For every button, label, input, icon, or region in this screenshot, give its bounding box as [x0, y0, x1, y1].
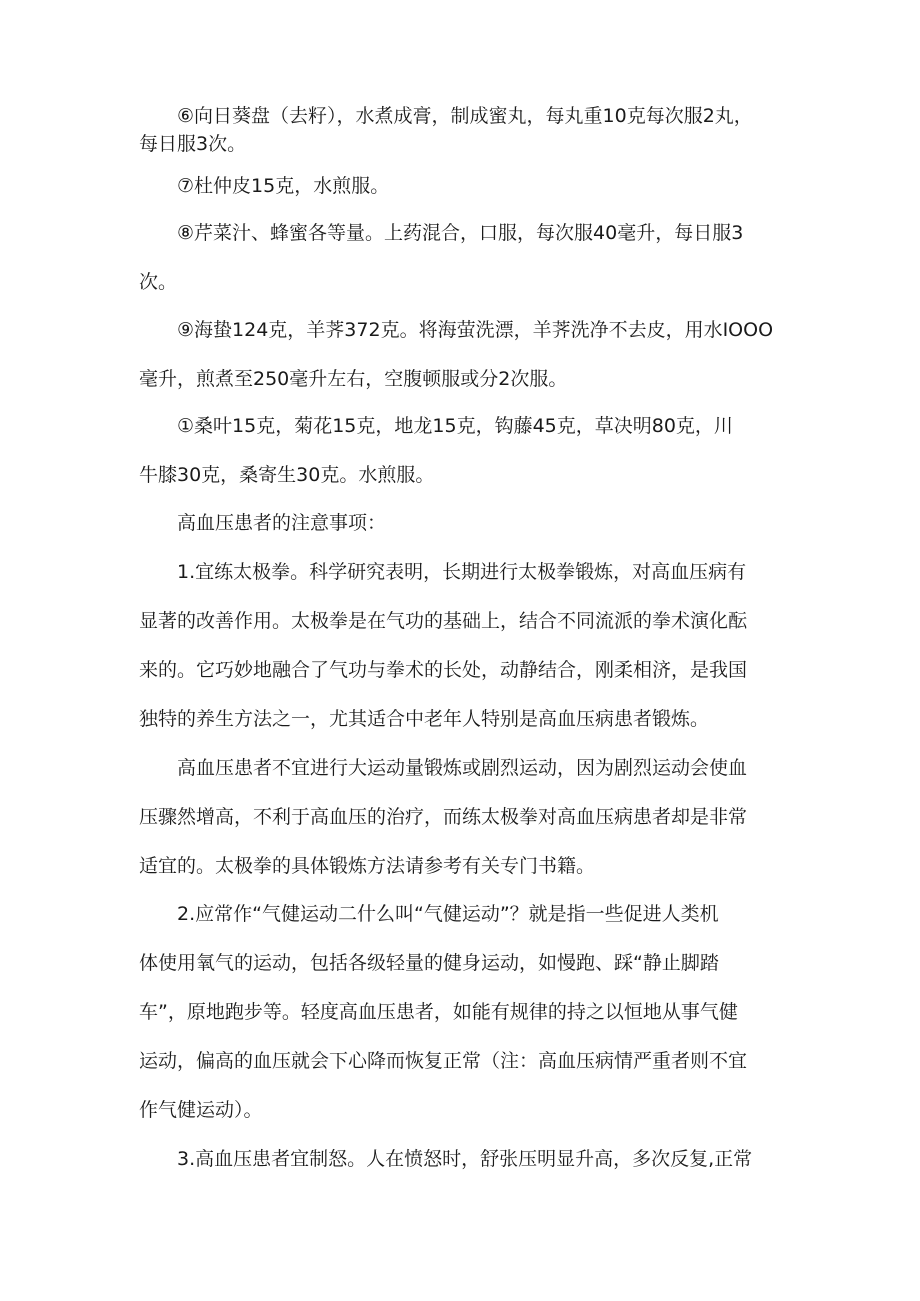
text-line: ⑦杜仲皮15克，水煎服。: [177, 175, 390, 197]
recipe-7-paragraph: [177, 162, 389, 211]
text-line: 独特的养生方法之一，尤其适合中老年人特别是高血压病患者锻炼。: [139, 708, 710, 730]
recipe-1-paragraph: [139, 402, 733, 500]
text-line: 2.应常作“气健运动二什么叫“气健运动”？就是指一些促进人类机: [177, 903, 719, 925]
section-heading: [177, 499, 386, 548]
text-line: ⑨海蛰124克，羊荠372克。将海萤洗漂，羊荠洗净不去皮，用水IOOO: [177, 319, 774, 341]
text-line: 毫升，煎煮至250毫升左右，空腹顿服或分2次服。: [139, 368, 568, 390]
text-line: 来的。它巧妙地融合了气功与拳术的长处，动静结合，刚柔相济，是我国: [139, 659, 748, 681]
text-line: 1.宜练太极拳。科学研究表明，长期进行太极拳锻炼，对高血压病有: [177, 561, 747, 583]
text-line: 显著的改善作用。太极拳是在气功的基础上，结合不同流派的拳术演化酝: [139, 610, 748, 632]
recipe-6-paragraph: [139, 102, 753, 158]
text-line: 车”，原地跑步等。轻度高血压患者，如能有规律的持之以恒地从事气健: [139, 1001, 738, 1023]
text-line: 压骤然增高，不利于高血压的治疗，而练太极拳对高血压病患者却是非常: [139, 806, 748, 828]
text-line: 适宜的。太极拳的具体锻炼方法请参考有关专门书籍。: [139, 855, 596, 877]
caution-paragraph: [139, 744, 748, 891]
item-3-paragraph: [177, 1135, 752, 1184]
text-line: 运动，偏高的血压就会下心降而恢复正常（注：高血压病情严重者则不宜: [139, 1050, 748, 1072]
text-line: 作气健运动）。: [139, 1099, 263, 1121]
text-line: ⑧芹菜汁、蜂蜜各等量。上药混合，口服，每次服40毫升，每日服3: [177, 222, 744, 244]
recipe-9-paragraph: [139, 306, 774, 404]
recipe-8-paragraph: [139, 209, 744, 307]
text-line: ①桑叶15克，菊花15克，地龙15克，钩藤45克，草决明80克，川: [177, 415, 733, 437]
text-line: 高血压患者不宜进行大运动量锻炼或剧烈运动，因为剧烈运动会使血: [177, 757, 748, 779]
item-1-paragraph: [139, 548, 748, 744]
text-line: 高血压患者的注意事项：: [177, 512, 387, 534]
text-line: ⑥向日葵盘（去籽），水煮成膏，制成蜜丸，每丸重10克每次服2丸，: [177, 105, 753, 127]
text-line: 牛膝30克，桑寄生30克。水煎服。: [139, 464, 435, 486]
text-line: 次。: [139, 271, 178, 293]
text-line: 3.高血压患者宜制怒。人在愤怒时，舒张压明显升高，多次反复,正常: [177, 1148, 753, 1170]
text-line: 每日服3次。: [139, 133, 247, 155]
item-2-paragraph: [139, 890, 748, 1135]
text-line: 体使用氧气的运动，包括各级轻量的健身运动，如慢跑、踩“静止脚踏: [139, 952, 719, 974]
